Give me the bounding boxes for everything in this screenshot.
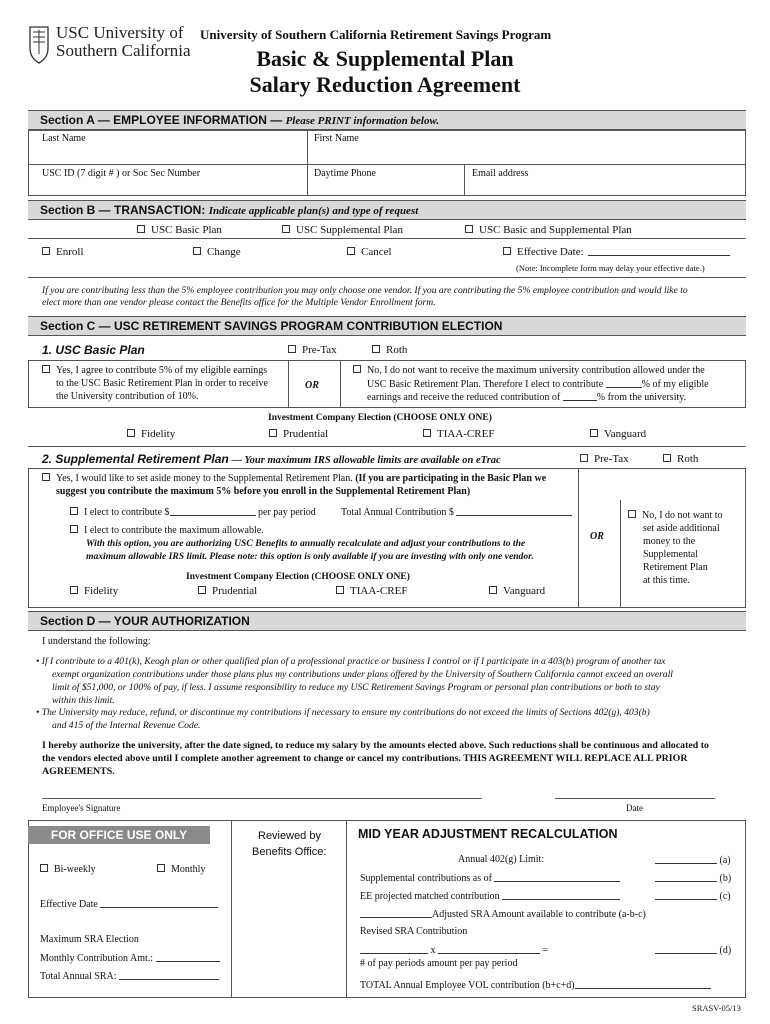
divider [464, 164, 465, 196]
amount-line[interactable] [170, 506, 256, 516]
office-effective-label: Effective Date [40, 899, 98, 910]
bullet-1-line1: If I contribute to a 401(k), Keogh plan or other qualified plan of a professional practice or business I control or if I participate in a 403(b) program of another tax [41, 656, 666, 667]
office-effective-line[interactable] [100, 898, 218, 908]
section-a-fields [28, 130, 746, 196]
divider [28, 468, 746, 469]
divider [28, 446, 746, 447]
supp-plan-heading [42, 452, 501, 466]
checkbox-icon [70, 586, 78, 594]
plan-basic-checkbox[interactable] [137, 224, 222, 236]
checkbox-icon [288, 345, 296, 353]
supp-plan-title: 2. Supplemental Retirement Plan [42, 452, 229, 466]
total-vol-line[interactable] [575, 979, 711, 989]
checkbox-icon [137, 225, 145, 233]
roth-label: Roth [677, 453, 699, 465]
last-name-field[interactable]: Last Name [42, 133, 86, 144]
max-note-line2: maximum allowable IRS limit. Please note: this option is only available if you are investing with only one vendor. [86, 551, 534, 562]
supp-prudential-checkbox[interactable] [198, 585, 257, 597]
elect-amount-label: I elect to contribute $ [84, 507, 170, 518]
supp-yes-checkbox[interactable] [42, 473, 546, 485]
line-c-label: (c) [719, 891, 731, 902]
per-pay-label: per pay period [258, 507, 316, 518]
divider [307, 130, 308, 196]
enroll-checkbox[interactable] [42, 246, 84, 258]
section-c-header [28, 316, 746, 336]
supp-yes-line1: Yes, I would like to set aside money to the Supplemental Retirement Plan. [56, 473, 353, 484]
divider [28, 407, 746, 408]
section-d-title: Section D — YOUR AUTHORIZATION [40, 614, 250, 628]
email-field[interactable]: Email address [472, 168, 529, 179]
section-b-subtitle: Indicate applicable plan(s) and type of request [208, 205, 419, 217]
basic-yes-line1: Yes, I agree to contribute 5% of my eligible earnings [56, 365, 268, 376]
revised-label: Revised SRA Contribution [360, 926, 468, 937]
percent-line[interactable] [606, 378, 642, 388]
effective-date-checkbox[interactable] [503, 246, 730, 258]
plan-both-checkbox[interactable] [465, 224, 632, 236]
divider [28, 468, 29, 608]
office-effective-field [40, 898, 218, 911]
total-sra-field [40, 970, 219, 983]
line-b-blank[interactable] [655, 872, 717, 882]
or-label-supp: OR [590, 531, 604, 542]
basic-prudential-checkbox[interactable] [269, 428, 328, 440]
ee-proj-field [360, 890, 620, 903]
change-checkbox[interactable] [193, 246, 241, 258]
logo-line1: USC University of [56, 23, 184, 42]
line-b [655, 872, 731, 885]
adjusted-line[interactable] [360, 908, 432, 918]
divider [231, 820, 232, 998]
supp-fidelity-checkbox[interactable] [70, 585, 118, 597]
checkbox-icon [503, 247, 511, 255]
total-annual-line[interactable] [456, 506, 572, 516]
bullet-2-line2: and 415 of the Internal Revenue Code. [52, 720, 201, 731]
basic-no-line2a: USC Basic Retirement Plan. Therefore I elect to contribute [367, 379, 604, 390]
basic-no-line2b: % of my eligible [641, 379, 709, 390]
reviewed-line2: Benefits Office: [252, 846, 327, 858]
basic-roth-checkbox[interactable] [372, 344, 407, 356]
checkbox-icon [198, 586, 206, 594]
office-use-title: FOR OFFICE USE ONLY [28, 826, 210, 844]
checkbox-icon [353, 365, 361, 373]
bullet-1-line3: limit of $51,000, or 100% of pay, if less. I assume responsibility to reduce my USC Retirement Savings Program or personal plan contributions or both to stay [52, 682, 660, 693]
elect-amount-checkbox[interactable] [70, 506, 316, 519]
line-c [655, 890, 731, 903]
bullet-1: • If I contribute to a 401(k), Keogh plan or other qualified plan of a professional practice or business I control or if I participate in a 403(b) program of another tax [36, 656, 666, 667]
divider [745, 468, 746, 608]
checkbox-icon [157, 864, 165, 872]
annual-limit-label: Annual 402(g) Limit: [458, 854, 545, 865]
supp-no-line4: Supplemental [643, 549, 698, 560]
divider [28, 238, 746, 239]
checkbox-icon [42, 473, 50, 481]
basic-fidelity-checkbox[interactable] [127, 428, 175, 440]
title-line2: Salary Reduction Agreement [249, 72, 521, 97]
title-line1: Basic & Supplemental Plan [256, 46, 514, 71]
tiaa-label: TIAA-CREF [350, 585, 408, 597]
divider [28, 360, 29, 408]
max-note-line1: With this option, you are authorizing USC Benefits to annually recalculate and adjust your contributions to the [86, 538, 526, 549]
biweekly-label: Bi-weekly [54, 864, 96, 875]
checkbox-icon [347, 247, 355, 255]
section-d-header [28, 611, 746, 631]
mid-year-title: MID YEAR ADJUSTMENT RECALCULATION [358, 827, 618, 841]
biweekly-checkbox[interactable] [40, 864, 96, 876]
basic-yes-line2: to the USC Basic Retirement Plan in order to receive [56, 378, 268, 389]
basic-no-line2 [367, 378, 709, 391]
plan-both-label: USC Basic and Supplemental Plan [479, 224, 632, 236]
vanguard-label: Vanguard [604, 428, 647, 440]
date-label: Date [626, 803, 643, 813]
divider [28, 277, 746, 278]
checkbox-icon [423, 429, 431, 437]
monthly-amt-field [40, 952, 220, 965]
calc-row [360, 944, 548, 957]
checkbox-icon [489, 586, 497, 594]
basic-yes-line3: the University contribution of 10%. [56, 391, 199, 402]
roth-label: Roth [386, 344, 408, 356]
understand-label: I understand the following: [42, 636, 151, 647]
checkbox-icon [580, 454, 588, 462]
vanguard-label: Vanguard [503, 585, 546, 597]
line-a-blank[interactable] [655, 854, 717, 864]
basic-yes-checkbox[interactable] [42, 365, 267, 377]
total-annual-field [341, 506, 572, 519]
checkbox-icon [590, 429, 598, 437]
divider [745, 360, 746, 408]
adjusted-field [360, 908, 646, 921]
prudential-label: Prudential [283, 428, 329, 440]
total-sra-label: Total Annual SRA: [40, 971, 117, 982]
invest-title-basic: Investment Company Election (CHOOSE ONLY ONE) [268, 413, 492, 423]
checkbox-icon [42, 247, 50, 255]
section-c-title: Section C — USC RETIREMENT SAVINGS PROGRAM CONTRIBUTION ELECTION [40, 319, 503, 333]
monthly-amt-line[interactable] [156, 952, 220, 962]
usc-id-field[interactable]: USC ID (7 digit # ) or Soc Sec Number [42, 168, 201, 179]
total-annual-label: Total Annual Contribution $ [341, 507, 454, 518]
cancel-checkbox[interactable] [347, 246, 392, 258]
pretax-label: Pre-Tax [594, 453, 629, 465]
bullet-2-line1: The University may reduce, refund, or discontinue my contributions if necessary to ensure my contributions do not exceed the limits of Sections 402(g), 403(b) [41, 707, 650, 718]
supp-asof-line[interactable] [494, 872, 620, 882]
checkbox-icon [42, 365, 50, 373]
effective-date-line[interactable] [588, 246, 730, 256]
basic-plan-title: 1. USC Basic Plan [42, 343, 145, 357]
elect-max-checkbox[interactable] [70, 525, 264, 537]
effective-label: Effective Date: [517, 246, 584, 258]
supp-yes-line1b: (If you are participating in the Basic Plan we [355, 473, 547, 484]
supp-no-line2: set aside additional [643, 523, 720, 534]
supp-tiaa-checkbox[interactable] [336, 585, 407, 597]
first-name-field[interactable]: First Name [314, 133, 359, 144]
periods-line[interactable] [360, 944, 428, 954]
divider [340, 360, 341, 408]
supp-vanguard-checkbox[interactable] [489, 585, 545, 597]
monthly-label: Monthly [171, 864, 206, 875]
ee-proj-label: EE projected matched contribution [360, 891, 500, 902]
phone-field[interactable]: Daytime Phone [314, 168, 376, 179]
basic-vanguard-checkbox[interactable] [590, 428, 646, 440]
supp-no-checkbox[interactable] [628, 510, 723, 522]
ee-proj-line[interactable] [502, 890, 620, 900]
supp-no-line5: Retirement Plan [643, 562, 708, 573]
equals-label: = [542, 945, 549, 956]
line-a-label: (a) [719, 855, 731, 866]
divider [620, 500, 621, 608]
section-a-title: Section A — EMPLOYEE INFORMATION — [40, 113, 283, 127]
supp-no-line1: No, I do not want to [642, 510, 723, 521]
cancel-label: Cancel [361, 246, 392, 258]
checkbox-icon [372, 345, 380, 353]
auth-line2: the vendors elected above until I complete another agreement to change or cancel my contributions. THIS AGREEMENT WILL REPLACE ALL PRIOR [42, 753, 688, 764]
logo-line2: Southern California [56, 41, 191, 60]
per-period-line[interactable] [438, 944, 540, 954]
auth-line1: I hereby authorize the university, after the date signed, to reduce my salary by the amounts elected above. Such reductions shall be continuous and allocated to [42, 740, 709, 751]
plan-supp-checkbox[interactable] [282, 224, 403, 236]
monthly-amt-label: Monthly Contribution Amt.: [40, 953, 154, 964]
prudential-label: Prudential [212, 585, 258, 597]
effective-note: (Note: Incomplete form may delay your effective date.) [516, 263, 705, 273]
checkbox-icon [663, 454, 671, 462]
reviewed-line1: Reviewed by [258, 830, 321, 842]
checkbox-icon [336, 586, 344, 594]
divider [288, 360, 289, 408]
checkbox-icon [465, 225, 473, 233]
checkbox-icon [70, 525, 78, 533]
enroll-label: Enroll [56, 246, 84, 258]
max-sra-label: Maximum SRA Election [40, 934, 139, 945]
line-d [655, 944, 731, 957]
basic-pretax-checkbox[interactable] [288, 344, 337, 356]
line-d-label: (d) [719, 945, 732, 956]
divider [346, 820, 347, 998]
auth-line3: AGREEMENTS. [42, 766, 115, 777]
checkbox-icon [628, 510, 636, 518]
divider [578, 468, 579, 608]
line-d-blank[interactable] [655, 944, 717, 954]
total-vol-field [360, 979, 711, 992]
line-c-blank[interactable] [655, 890, 717, 900]
supp-plan-subtitle: — Your maximum IRS allowable limits are available on eTrac [231, 455, 501, 466]
supp-no-line6: at this time. [643, 575, 690, 586]
times-label: x [430, 945, 436, 956]
checkbox-icon [40, 864, 48, 872]
basic-no-line3b: % from the university. [596, 392, 687, 403]
section-a-header [28, 110, 746, 130]
invest-title-supp: Investment Company Election (CHOOSE ONLY ONE) [186, 572, 410, 582]
total-vol-label: TOTAL Annual Employee VOL contribution (b+c+d) [360, 980, 575, 991]
supp-yes-line2: suggest you contribute the maximum 5% before you enroll in the Supplemental Retirement Plan) [56, 486, 471, 497]
date-line[interactable] [555, 798, 715, 799]
program-name: University of Southern California Retirement Savings Program [200, 27, 552, 42]
basic-no-line3 [367, 391, 686, 404]
section-a-subtitle: Please PRINT information below. [285, 115, 440, 127]
vendor-note-line1: If you are contributing less than the 5% employee contribution you may only choose one vendor. If you are contributing the 5% employee contribution and would like to [42, 285, 688, 296]
tiaa-label: TIAA-CREF [437, 428, 495, 440]
checkbox-icon [193, 247, 201, 255]
divider [28, 164, 746, 165]
reduced-percent-line[interactable] [563, 391, 597, 401]
checkbox-icon [282, 225, 290, 233]
fidelity-label: Fidelity [84, 585, 119, 597]
fidelity-label: Fidelity [141, 428, 176, 440]
bullet-1-line4: within this limit. [52, 695, 115, 706]
supp-roth-checkbox[interactable] [663, 453, 698, 465]
vendor-note-line2: elect more than one vendor please contact the Benefits office for the Multiple Vendor Enrollment form. [42, 297, 436, 308]
basic-no-line1: No, I do not want to receive the maximum university contribution allowed under the [367, 365, 705, 376]
basic-tiaa-checkbox[interactable] [423, 428, 494, 440]
signature-label: Employee's Signature [42, 803, 121, 813]
form-code: SRASV-05/13 [692, 1003, 741, 1013]
plan-supp-label: USC Supplemental Plan [296, 224, 403, 236]
pretax-label: Pre-Tax [302, 344, 337, 356]
line-a [655, 854, 731, 867]
change-label: Change [207, 246, 241, 258]
periods-label: # of pay periods amount per pay period [360, 958, 518, 969]
elect-max-label: I elect to contribute the maximum allowable. [84, 525, 264, 536]
total-sra-line[interactable] [119, 970, 219, 980]
monthly-checkbox[interactable] [157, 864, 205, 876]
section-b-header [28, 200, 746, 220]
divider [28, 607, 746, 608]
divider [28, 360, 746, 361]
checkbox-icon [70, 507, 78, 515]
adjusted-label: Adjusted SRA Amount available to contribute (a-b-c) [432, 909, 646, 920]
supp-no-line3: money to the [643, 536, 696, 547]
signature-line[interactable] [42, 798, 482, 799]
bullet-1-line2: exempt organization contributions under those plans plus my contributions under plans offered by the University of Southern California cannot exceed an overall [52, 669, 673, 680]
checkbox-icon [269, 429, 277, 437]
supp-pretax-checkbox[interactable] [580, 453, 629, 465]
bullet-2: • The University may reduce, refund, or discontinue my contributions if necessary to ensure my contributions do not exceed the limits of Sections 402(g), 403(b) [36, 707, 650, 718]
supp-asof-field [360, 872, 620, 885]
basic-no-checkbox[interactable] [353, 365, 705, 377]
plan-basic-label: USC Basic Plan [151, 224, 222, 236]
supp-asof-label: Supplemental contributions as of [360, 873, 492, 884]
section-b-title: Section B — TRANSACTION: [40, 203, 206, 217]
or-label: OR [305, 380, 319, 391]
line-b-label: (b) [719, 873, 732, 884]
basic-no-line3a: earnings and receive the reduced contribution of [367, 392, 561, 403]
checkbox-icon [127, 429, 135, 437]
